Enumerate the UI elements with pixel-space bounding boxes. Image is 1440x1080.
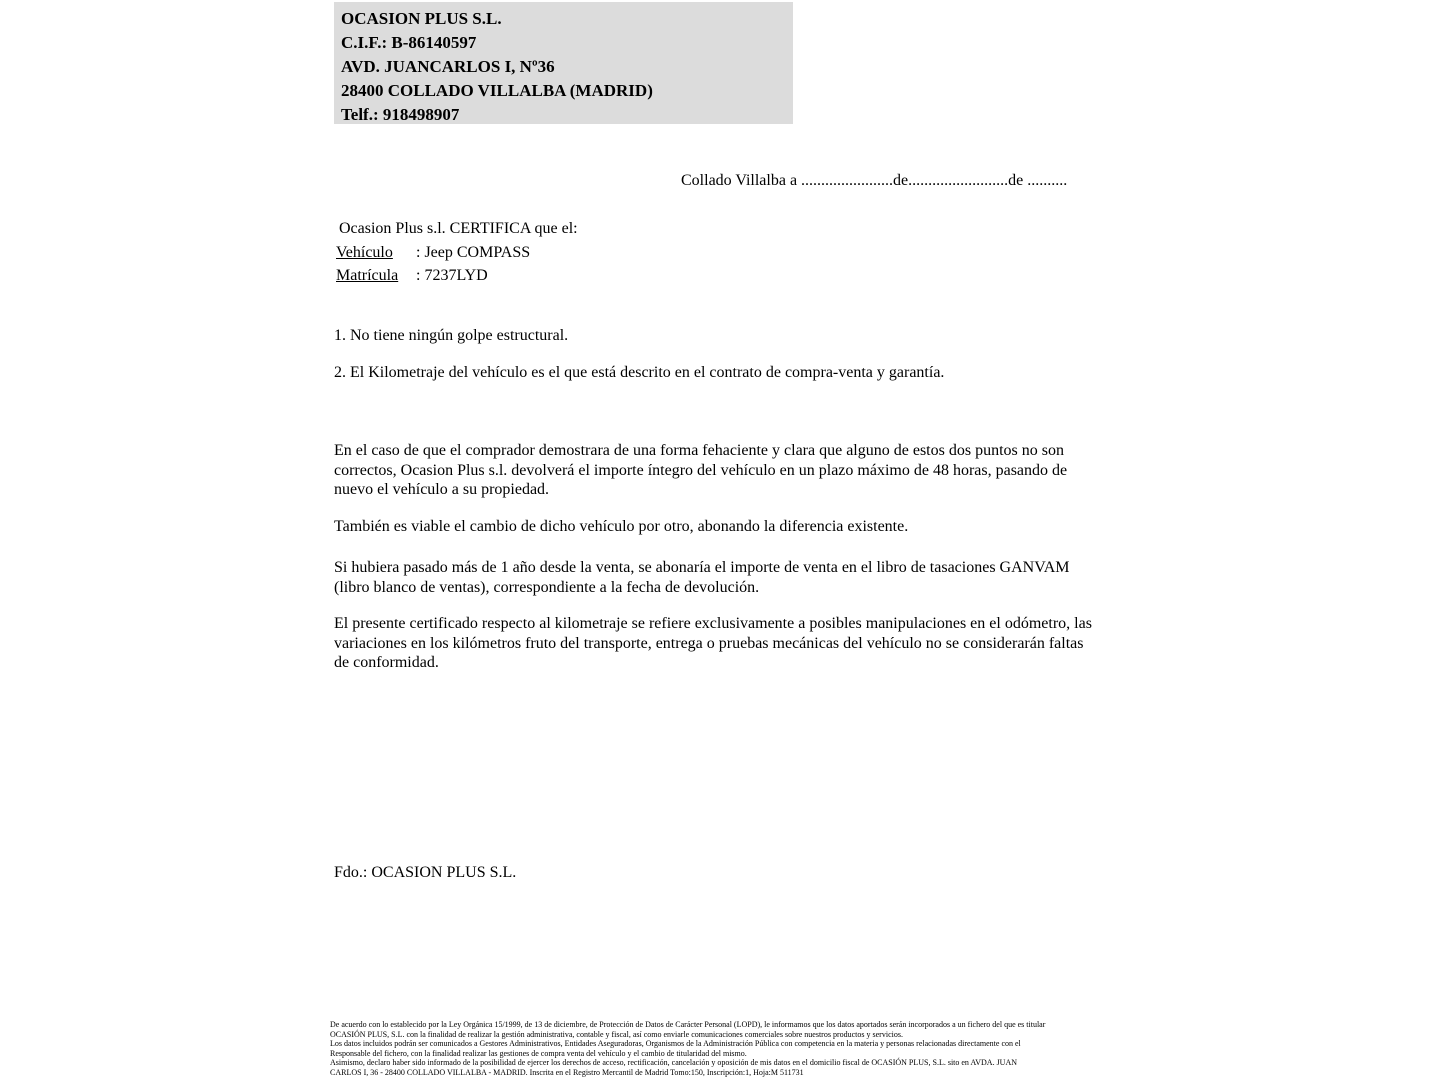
plate-label: Matrícula <box>336 267 399 284</box>
legal-footer-line: Los datos incluidos podrán ser comunicados a Gestores Administrativos, Entidades Aseguradoras, Organismos de la Administración Pública con competencia en la materia y personas relacionadas directamente con el <box>330 1039 1021 1049</box>
letterhead-box <box>334 2 793 124</box>
signature-line: Fdo.: OCASION PLUS S.L. <box>334 864 517 881</box>
clause-structural: 1. No tiene ningún golpe estructural. <box>334 327 569 344</box>
legal-footer-line: CARLOS I, 36 - 28400 COLLADO VILLALBA - MADRID. Inscrita en el Registro Mercantil de Madrid Tomo:150, Inscripción:1, Hoja:M 511731 <box>330 1067 804 1077</box>
paragraph-refund: En el caso de que el comprador demostrara de una forma fehaciente y clara que alguno de estos dos puntos no son correctos, Ocasion Plus s.l. devolverá el importe íntegro del vehículo en un plazo máximo de 48 horas, pasando de nuevo el vehículo a su propiedad. <box>334 442 1068 498</box>
letterhead-city: 28400 COLLADO VILLALBA (MADRID) <box>341 81 653 100</box>
certification-intro: Ocasion Plus s.l. CERTIFICA que el: <box>339 220 578 237</box>
legal-footer <box>330 1020 1110 1078</box>
legal-footer-line: Responsable del fichero, con la finalidad realizar las gestiones de compra venta del vehículo y el cambio de titularidad del mismo. <box>330 1048 747 1058</box>
legal-footer-line: OCASIÓN PLUS, S.L. con la finalidad de realizar la gestión administrativa, contable y fiscal, así como enviarle comunicaciones comerciales sobre nuestros productos y servicios. <box>330 1029 903 1039</box>
vehicle-value: : Jeep COMPASS <box>416 243 531 261</box>
legal-footer-line: De acuerdo con lo establecido por la Ley Orgánica 15/1999, de 13 de diciembre, de Protección de Datos de Carácter Personal (LOPD), le informamos que los datos aportados serán incorporados a un fichero del que es titular <box>330 1020 1046 1029</box>
date-line: Collado Villalba a .......................de.........................de .......... <box>681 172 1068 189</box>
vehicle-label: Vehículo <box>336 243 393 261</box>
paragraph-odometer: El presente certificado respecto al kilometraje se refiere exclusivamente a posibles manipulaciones en el odómetro, las variaciones en los kilómetros fruto del transporte, entrega o pruebas mecánicas del vehículo no se considerarán faltas de conformidad. <box>334 615 1092 671</box>
paragraph-exchange: También es viable el cambio de dicho vehículo por otro, abonando la diferencia existente. <box>334 518 909 535</box>
clause-mileage: 2. El Kilometraje del vehículo es el que está descrito en el contrato de compra-venta y garantía. <box>334 364 945 381</box>
legal-footer-line: Asimismo, declaro haber sido informado de la posibilidad de ejercer los derechos de acceso, rectificación, cancelación y oposición de mis datos en el domicilio fiscal de OCASIÓN PLUS, S.L. sito en AVDA. JUAN <box>330 1058 1018 1068</box>
letterhead-address: AVD. JUANCARLOS I, Nº36 <box>341 57 555 76</box>
vehicle-row <box>336 241 578 265</box>
plate-row <box>336 264 578 288</box>
paragraph-ganvam: Si hubiera pasado más de 1 año desde la venta, se abonaría el importe de venta en el libro de tasaciones GANVAM (libro blanco de ventas), correspondiente a la fecha de devolución. <box>334 559 1070 596</box>
letterhead-company: OCASION PLUS S.L. <box>341 9 502 28</box>
plate-value: : 7237LYD <box>416 267 488 284</box>
certification-block <box>336 217 578 288</box>
letterhead-phone: Telf.: 918498907 <box>341 105 460 124</box>
letterhead-cif: C.I.F.: B-86140597 <box>341 33 477 52</box>
